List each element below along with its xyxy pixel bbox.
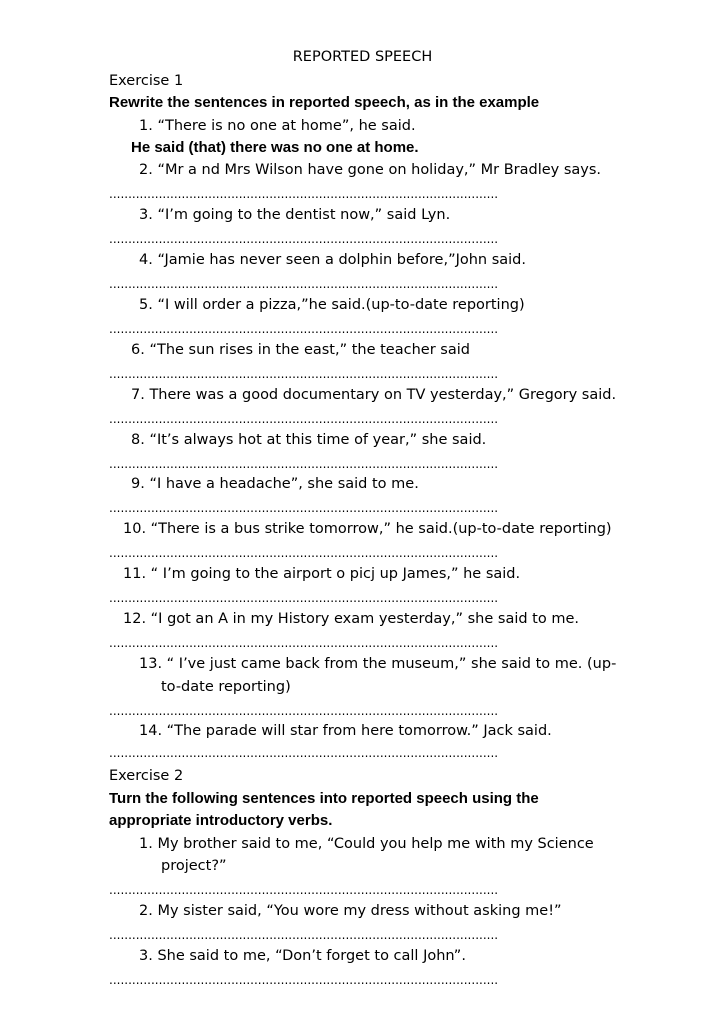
answer-line[interactable]: ...................................................................................................... [109, 546, 499, 560]
ex1-item-2: 2. “Mr a nd Mrs Wilson have gone on holiday,” Mr Bradley says. [139, 162, 602, 178]
ex1-item-8: 8. “It’s always hot at this time of year,” she said. [131, 432, 487, 448]
ex1-item-6: 6. “The sun rises in the east,” the teacher said [131, 342, 470, 358]
answer-line[interactable]: ...................................................................................................... [109, 591, 499, 605]
ex2-item-2: 2. My sister said, “You wore my dress without asking me!” [139, 903, 562, 919]
ex1-item-14: 14. “The parade will star from here tomorrow.” Jack said. [139, 723, 552, 739]
example-answer: He said (that) there was no one at home. [131, 139, 419, 156]
answer-line[interactable]: ...................................................................................................... [109, 277, 499, 291]
answer-line[interactable]: ...................................................................................................... [109, 704, 499, 718]
exercise2-instruction-line1: Turn the following sentences into reported speech using the [109, 790, 539, 807]
ex1-item-4: 4. “Jamie has never seen a dolphin before,”John said. [139, 252, 526, 268]
ex1-item-9: 9. “I have a headache”, she said to me. [131, 476, 419, 492]
ex1-item-11: 11. “ I’m going to the airport o picj up James,” he said. [123, 566, 521, 582]
ex1-item-12: 12. “I got an A in my History exam yesterday,” she said to me. [123, 611, 579, 627]
answer-line[interactable]: ...................................................................................................... [109, 232, 499, 246]
ex1-item-7: 7. There was a good documentary on TV yesterday,” Gregory said. [131, 387, 617, 403]
ex1-item-5: 5. “I will order a pizza,”he said.(up-to-date reporting) [139, 297, 525, 313]
answer-line[interactable]: ...................................................................................................... [109, 973, 499, 987]
ex2-item-1-cont: project?” [161, 858, 227, 874]
answer-line[interactable]: ...................................................................................................... [109, 746, 499, 760]
answer-line[interactable]: ...................................................................................................... [109, 367, 499, 381]
ex1-item-10: 10. “There is a bus strike tomorrow,” he said.(up-to-date reporting) [123, 521, 612, 537]
exercise2-instruction-line2: appropriate introductory verbs. [109, 812, 333, 829]
answer-line[interactable]: ...................................................................................................... [109, 187, 499, 201]
ex1-item-13: 13. “ I’ve just came back from the museum,” she said to me. (up- [139, 656, 617, 672]
exercise1-heading: Exercise 1 [109, 73, 184, 89]
ex1-item-13-cont: to-date reporting) [161, 679, 291, 695]
answer-line[interactable]: ...................................................................................................... [109, 883, 499, 897]
answer-line[interactable]: ...................................................................................................... [109, 457, 499, 471]
exercise2-heading: Exercise 2 [109, 768, 184, 784]
ex2-item-3: 3. She said to me, “Don’t forget to call John”. [139, 948, 466, 964]
exercise1-instruction: Rewrite the sentences in reported speech, as in the example [109, 94, 540, 111]
page-title: REPORTED SPEECH [292, 49, 433, 65]
answer-line[interactable]: ...................................................................................................... [109, 322, 499, 336]
example-question: 1. “There is no one at home”, he said. [139, 118, 416, 134]
ex2-item-1: 1. My brother said to me, “Could you help me with my Science [139, 836, 594, 852]
answer-line[interactable]: ...................................................................................................... [109, 501, 499, 515]
ex1-item-3: 3. “I’m going to the dentist now,” said Lyn. [139, 207, 451, 223]
answer-line[interactable]: ...................................................................................................... [109, 636, 499, 650]
answer-line[interactable]: ...................................................................................................... [109, 928, 499, 942]
answer-line[interactable]: ...................................................................................................... [109, 412, 499, 426]
